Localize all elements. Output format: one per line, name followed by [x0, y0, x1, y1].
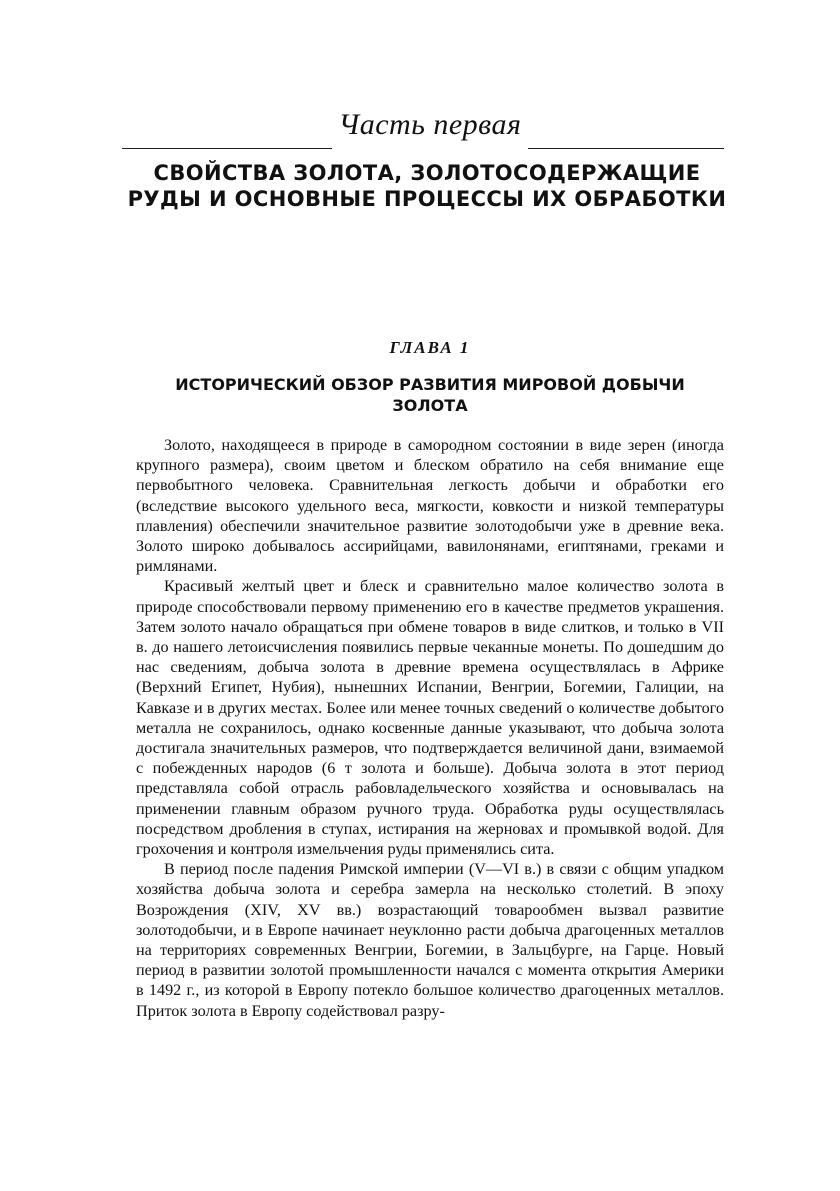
paragraph: Золото, находящееся в природе в самородном состоянии в виде зерен (иногда крупного размера), своим цветом и блеском обратило на себя внимание еще первобытного человека. Сравнительная легкость добычи и обработки его (вследствие высокого удельного веса, мягкости, ковкости и низкой температуры плавления) обеспечили значительное развитие золотодобычи уже в древние века. Золото широко добывалось ассирийцами, вавилонянами, египтянами, греками и римлянами.: [136, 436, 724, 576]
paragraph: Красивый желтый цвет и блеск и сравнительно малое количество золота в природе способствовали первому применению его в качестве предметов украшения. Затем золото начало обращаться при обмене товаров в виде слитков, и только в VII в. до нашего летоисчисления появились первые чеканные монеты. По дошедшим до нас сведениям, добыча золота в древние времена осуществлялась в Африке (Верхний Египет, Нубия), нынешних Испании, Венгрии, Богемии, Галиции, на Кавказе и в других местах. Более или менее точных сведений о количестве добытого металла не сохранилось, однако косвенные данные указывают, что добыча золота достигала значительных размеров, что подтверждается величиной дани, взимаемой с побежденных народов (6 т золота и больше). Добыча золота в этот период представляла собой отрасль рабовладельческого хозяйства и основывалась на применении главным образом ручного труда. Обработка руды осуществлялась посредством дробления в ступах, истирания на жерновах и промывкой водой. Для грохочения и контроля измельчения руды применялись сита.: [136, 577, 724, 859]
paragraph: В период после падения Римской империи (V—VI в.) в связи с общим упадком хозяйства добыча золота и серебра замерла на несколько столетий. В эпоху Возрождения (XIV, XV вв.) возрастающий товарообмен вызвал развитие золотодобычи, и в Европе начинает неуклонно расти добыча драгоценных металлов на территориях современных Венгрии, Богемии, в Зальцбурге, на Гарце. Новый период в развитии золотой промышленности начался с момента открытия Америки в 1492 г., из которой в Европу потекло большое количество драгоценных металлов. Приток золота в Европу содействовал разру-: [136, 860, 724, 1020]
part-title-rule-left: [122, 148, 332, 149]
chapter-title: ИСТОРИЧЕСКИЙ ОБЗОР РАЗВИТИЯ МИРОВОЙ ДОБЫЧИ ЗОЛОТА: [175, 375, 685, 415]
part-title-rule-right: [528, 148, 724, 149]
part-heading: СВОЙСТВА ЗОЛОТА, ЗОЛОТОСОДЕРЖАЩИЕ РУДЫ И ОСНОВНЫЕ ПРОЦЕССЫ ИХ ОБРАБОТКИ: [127, 161, 727, 211]
body-text: [136, 435, 724, 1021]
chapter-label: ГЛАВА 1: [389, 338, 471, 357]
part-title: Часть первая: [338, 108, 522, 141]
